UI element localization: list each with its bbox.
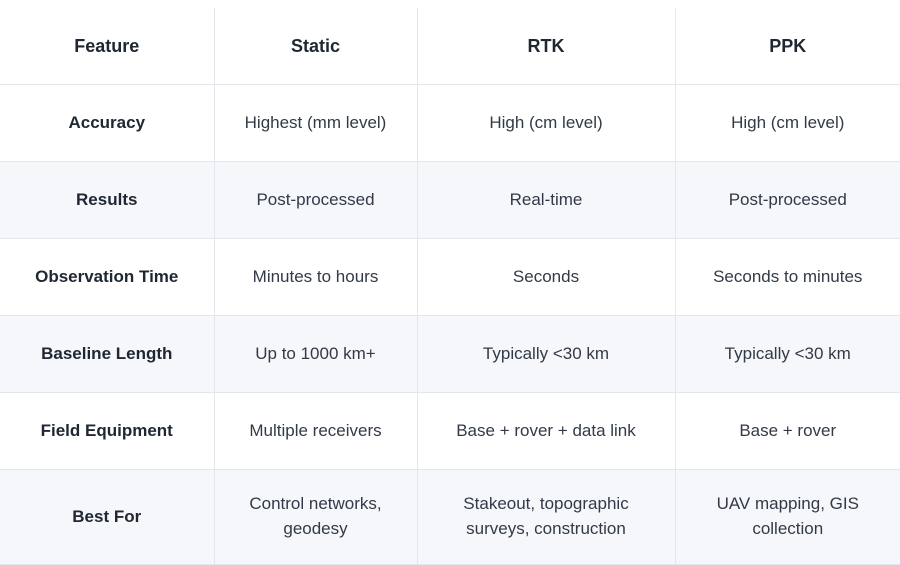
table-row	[0, 162, 900, 239]
cell-baseline-length-rtk: Typically <30 km	[417, 316, 675, 393]
cell-accuracy-rtk: High (cm level)	[417, 85, 675, 162]
cell-field-equipment-static: Multiple receivers	[214, 393, 417, 470]
table-header-row	[0, 8, 900, 85]
cell-results-static: Post-processed	[214, 162, 417, 239]
row-label-baseline-length: Baseline Length	[0, 316, 214, 393]
row-label-observation-time: Observation Time	[0, 239, 214, 316]
cell-field-equipment-ppk: Base + rover	[675, 393, 900, 470]
gnss-comparison-table	[0, 8, 900, 565]
cell-results-rtk: Real-time	[417, 162, 675, 239]
cell-results-ppk: Post-processed	[675, 162, 900, 239]
table-row	[0, 85, 900, 162]
cell-baseline-length-ppk: Typically <30 km	[675, 316, 900, 393]
row-label-results: Results	[0, 162, 214, 239]
column-header-rtk: RTK	[417, 8, 675, 85]
table-row	[0, 316, 900, 393]
cell-field-equipment-rtk: Base + rover + data link	[417, 393, 675, 470]
table-row	[0, 470, 900, 565]
table-row	[0, 239, 900, 316]
cell-baseline-length-static: Up to 1000 km+	[214, 316, 417, 393]
column-header-feature: Feature	[0, 8, 214, 85]
row-label-field-equipment: Field Equipment	[0, 393, 214, 470]
table-row	[0, 393, 900, 470]
cell-accuracy-ppk: High (cm level)	[675, 85, 900, 162]
column-header-static: Static	[214, 8, 417, 85]
cell-observation-time-static: Minutes to hours	[214, 239, 417, 316]
cell-best-for-ppk: UAV mapping, GIS collection	[675, 470, 900, 565]
cell-observation-time-rtk: Seconds	[417, 239, 675, 316]
column-header-ppk: PPK	[675, 8, 900, 85]
cell-best-for-static: Control networks, geodesy	[214, 470, 417, 565]
row-label-best-for: Best For	[0, 470, 214, 565]
cell-accuracy-static: Highest (mm level)	[214, 85, 417, 162]
cell-best-for-rtk: Stakeout, topographic surveys, construction	[417, 470, 675, 565]
row-label-accuracy: Accuracy	[0, 85, 214, 162]
cell-observation-time-ppk: Seconds to minutes	[675, 239, 900, 316]
